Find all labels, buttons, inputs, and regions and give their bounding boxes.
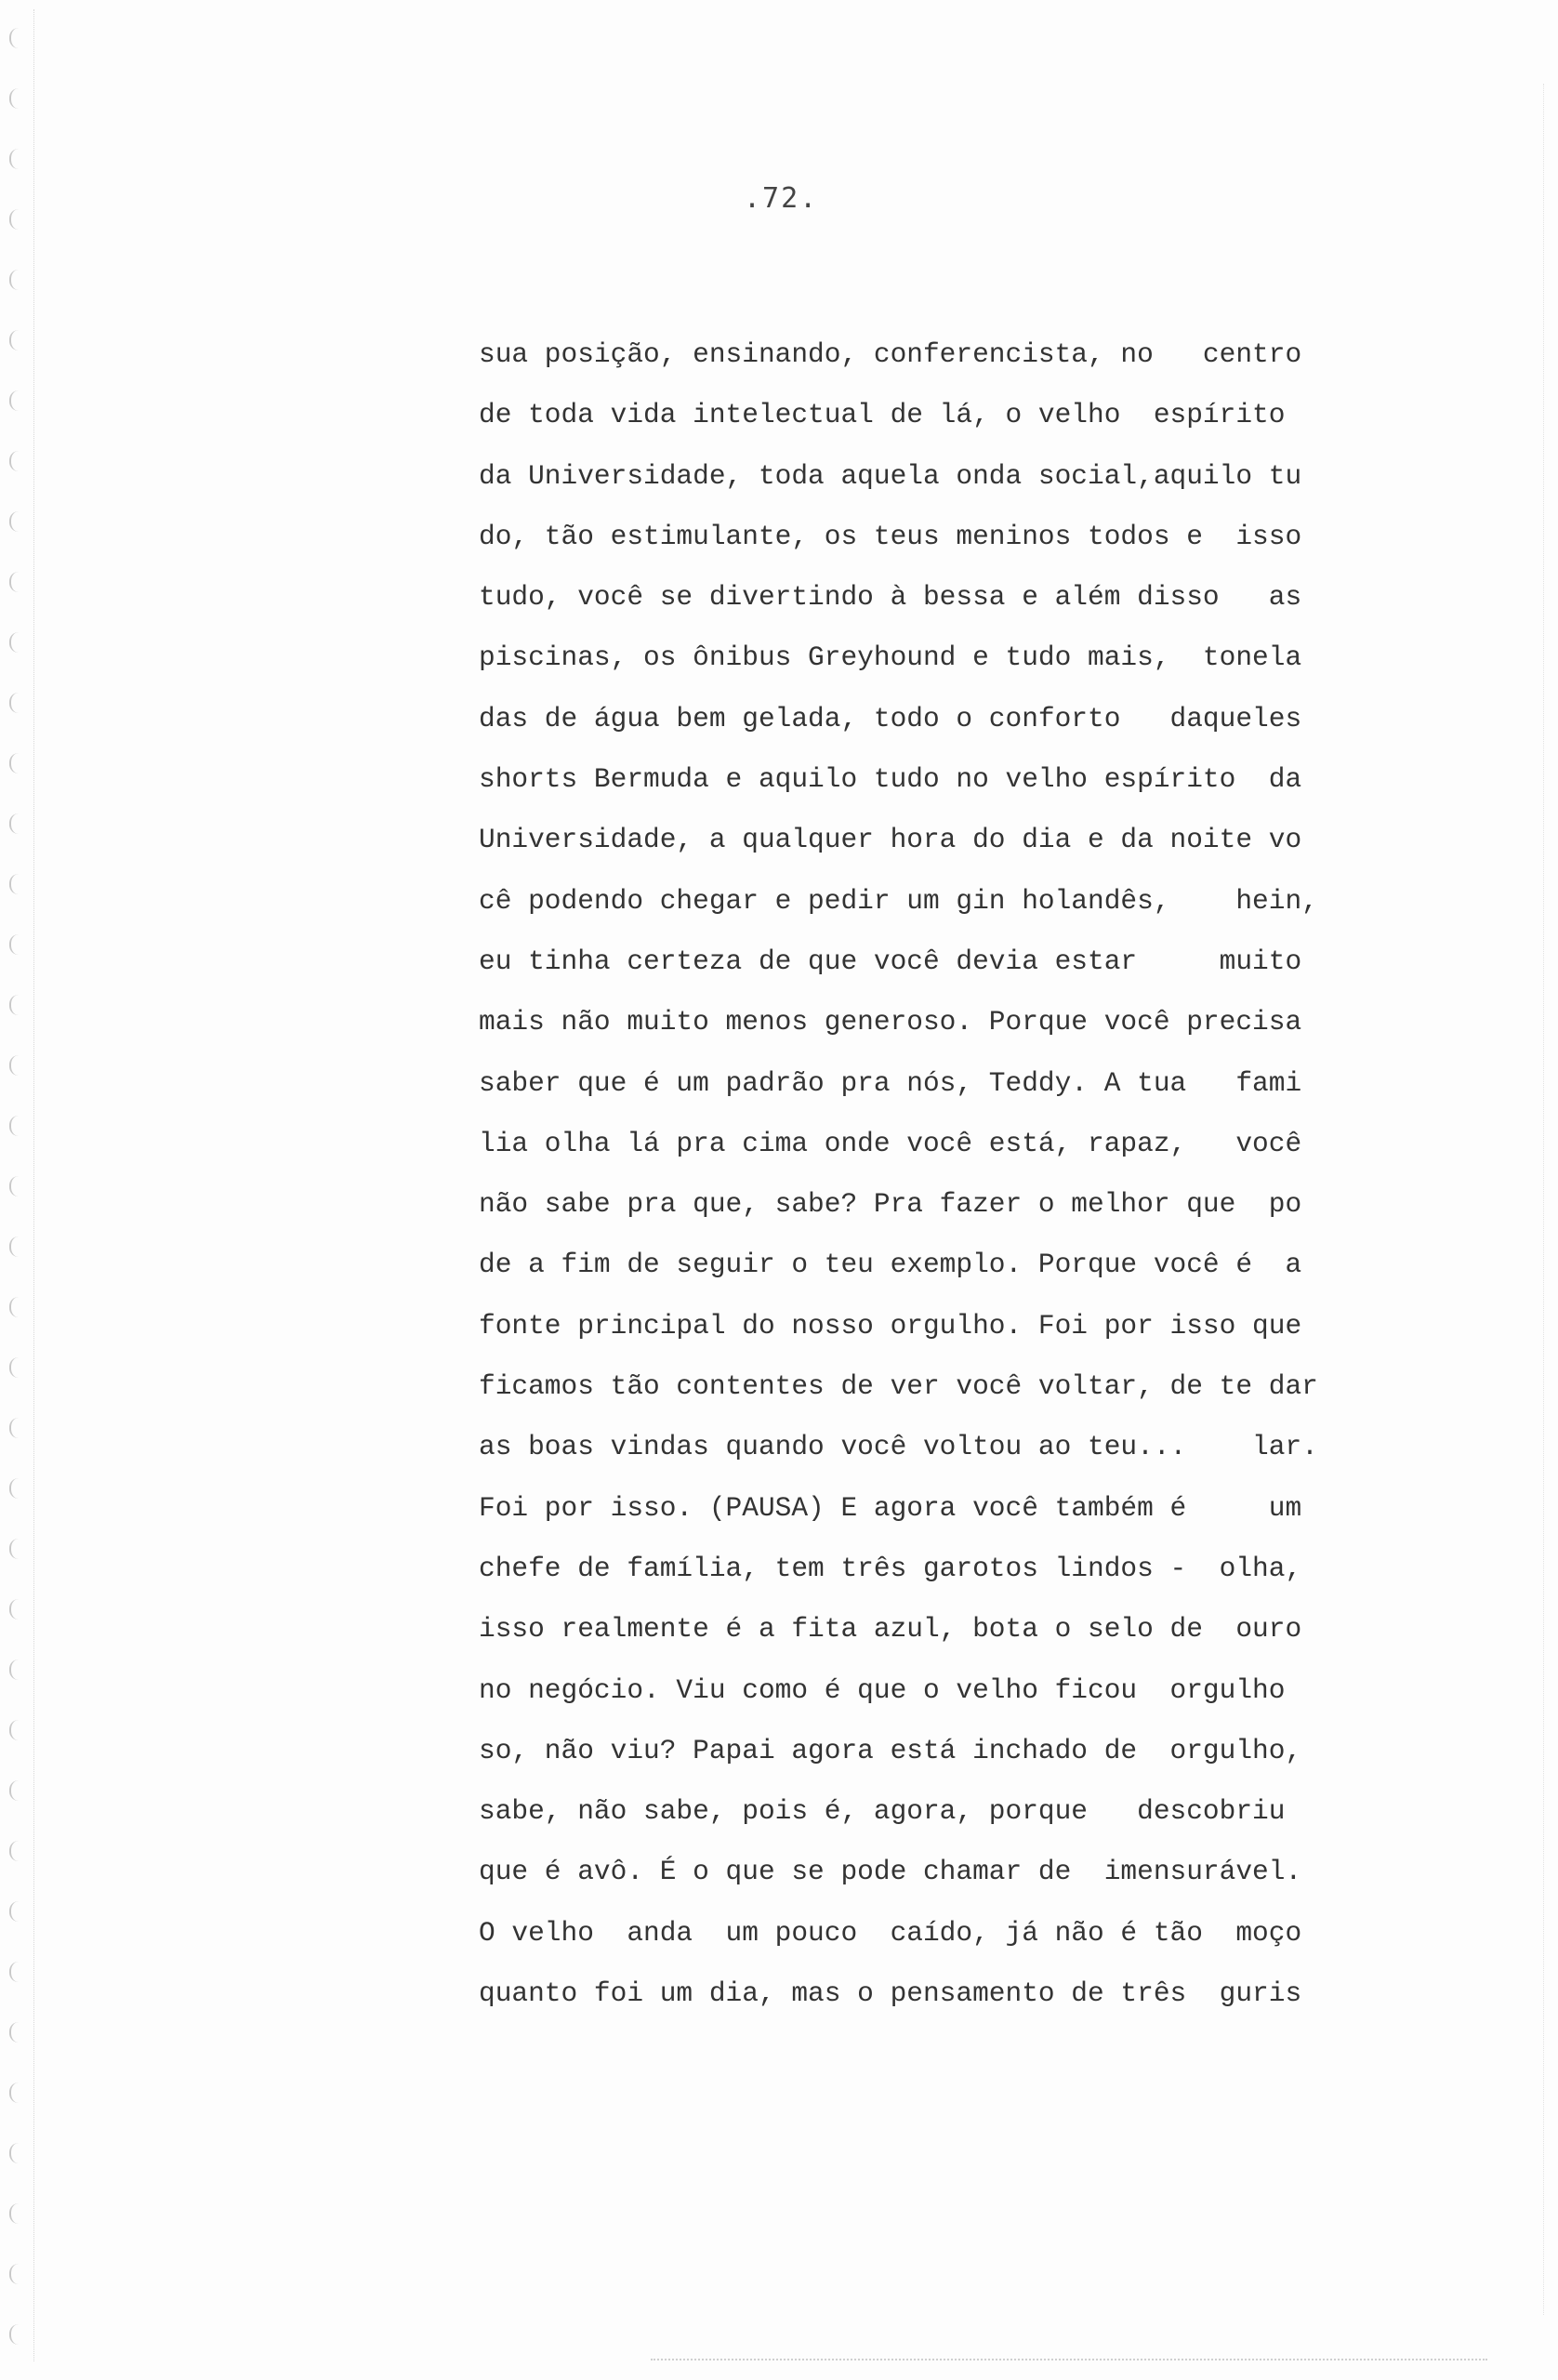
bottom-edge-line	[651, 2359, 1487, 2360]
binding-hole-mark	[9, 1539, 22, 1559]
binding-hole-mark	[9, 1418, 22, 1438]
text-line: as boas vindas quando você voltou ao teu... lar.	[479, 1431, 1318, 1463]
text-line: não sabe pra que, sabe? Pra fazer o melhor que po	[479, 1188, 1302, 1221]
binding-hole-mark	[9, 1780, 22, 1801]
binding-hole-mark	[9, 1055, 22, 1076]
text-line: O velho anda um pouco caído, já não é tão moço	[479, 1916, 1302, 1949]
binding-hole-mark	[9, 88, 22, 109]
binding-guide-line	[33, 9, 34, 2361]
binding-hole-mark	[9, 390, 22, 411]
text-line: das de água bem gelada, todo o conforto daqueles	[479, 702, 1302, 734]
text-line: so, não viu? Papai agora está inchado de orgulho,	[479, 1734, 1302, 1766]
text-line: de toda vida intelectual de lá, o velho espírito	[479, 399, 1286, 431]
binding-hole-mark	[9, 270, 22, 290]
text-line: lia olha lá pra cima onde você está, rapaz, você	[479, 1127, 1302, 1159]
text-line: tudo, você se divertindo à bessa e além disso as	[479, 581, 1302, 614]
binding-hole-mark	[9, 2022, 22, 2043]
page-number: .72.	[744, 182, 819, 215]
binding-hole-mark	[9, 693, 22, 713]
binding-hole-mark	[9, 2143, 22, 2163]
text-line: shorts Bermuda e aquilo tudo no velho espírito da	[479, 763, 1302, 796]
text-line: sabe, não sabe, pois é, agora, porque descobriu	[479, 1795, 1286, 1828]
binding-hole-mark	[9, 149, 22, 169]
binding-hole-mark	[9, 1357, 22, 1378]
binding-hole-mark	[9, 451, 22, 471]
text-line: Universidade, a qualquer hora do dia e da noite vo	[479, 824, 1302, 856]
text-line: mais não muito menos generoso. Porque você precisa	[479, 1006, 1302, 1038]
text-line: saber que é um padrão pra nós, Teddy. A tua fami	[479, 1066, 1302, 1099]
binding-hole-mark	[9, 753, 22, 774]
binding-hole-mark	[9, 1962, 22, 1982]
binding-hole-mark	[9, 1841, 22, 1861]
binding-hole-mark	[9, 330, 22, 350]
text-line: quanto foi um dia, mas o pensamento de três guris	[479, 1977, 1302, 2010]
binding-hole-mark	[9, 813, 22, 834]
binding-hole-mark	[9, 874, 22, 894]
binding-hole-mark	[9, 572, 22, 592]
binding-hole-mark	[9, 1297, 22, 1317]
text-line: da Universidade, toda aquela onda social,aquilo tu	[479, 459, 1302, 492]
binding-edge	[0, 0, 65, 2380]
binding-hole-mark	[9, 1659, 22, 1680]
binding-hole-mark	[9, 632, 22, 653]
binding-hole-mark	[9, 1901, 22, 1922]
typed-text-block	[479, 330, 1422, 2030]
text-line: Foi por isso. (PAUSA) E agora você também é um	[479, 1491, 1302, 1524]
binding-hole-mark	[9, 995, 22, 1015]
binding-hole-mark	[9, 1236, 22, 1257]
text-line: chefe de família, tem três garotos lindos - olha,	[479, 1552, 1302, 1584]
binding-hole-mark	[9, 1720, 22, 1740]
text-line: piscinas, os ônibus Greyhound e tudo mais, tonela	[479, 641, 1302, 674]
binding-hole-mark	[9, 1116, 22, 1136]
binding-hole-mark	[9, 1599, 22, 1620]
text-line: cê podendo chegar e pedir um gin holandês, hein,	[479, 884, 1318, 917]
text-line: fonte principal do nosso orgulho. Foi por isso que	[479, 1309, 1302, 1342]
binding-hole-mark	[9, 1478, 22, 1499]
text-line: sua posição, ensinando, conferencista, no centro	[479, 338, 1302, 370]
text-line: que é avô. É o que se pode chamar de imensurável.	[479, 1856, 1302, 1888]
binding-hole-mark	[9, 2203, 22, 2224]
binding-hole-mark	[9, 511, 22, 532]
right-margin-line	[1543, 84, 1544, 2315]
text-line: eu tinha certeza de que você devia estar muito	[479, 945, 1302, 977]
text-line: isso realmente é a fita azul, bota o selo de ouro	[479, 1613, 1302, 1646]
binding-hole-mark	[9, 934, 22, 955]
binding-hole-mark	[9, 209, 22, 230]
binding-hole-mark	[9, 2324, 22, 2345]
text-line: do, tão estimulante, os teus meninos todos e isso	[479, 520, 1302, 552]
text-line: de a fim de seguir o teu exemplo. Porque você é a	[479, 1249, 1302, 1281]
binding-hole-mark	[9, 28, 22, 48]
binding-hole-mark	[9, 2264, 22, 2284]
binding-hole-mark	[9, 1176, 22, 1197]
text-line: ficamos tão contentes de ver você voltar, de te dar	[479, 1370, 1318, 1403]
text-line: no negócio. Viu como é que o velho ficou orgulho	[479, 1673, 1286, 1706]
binding-hole-mark	[9, 2082, 22, 2103]
